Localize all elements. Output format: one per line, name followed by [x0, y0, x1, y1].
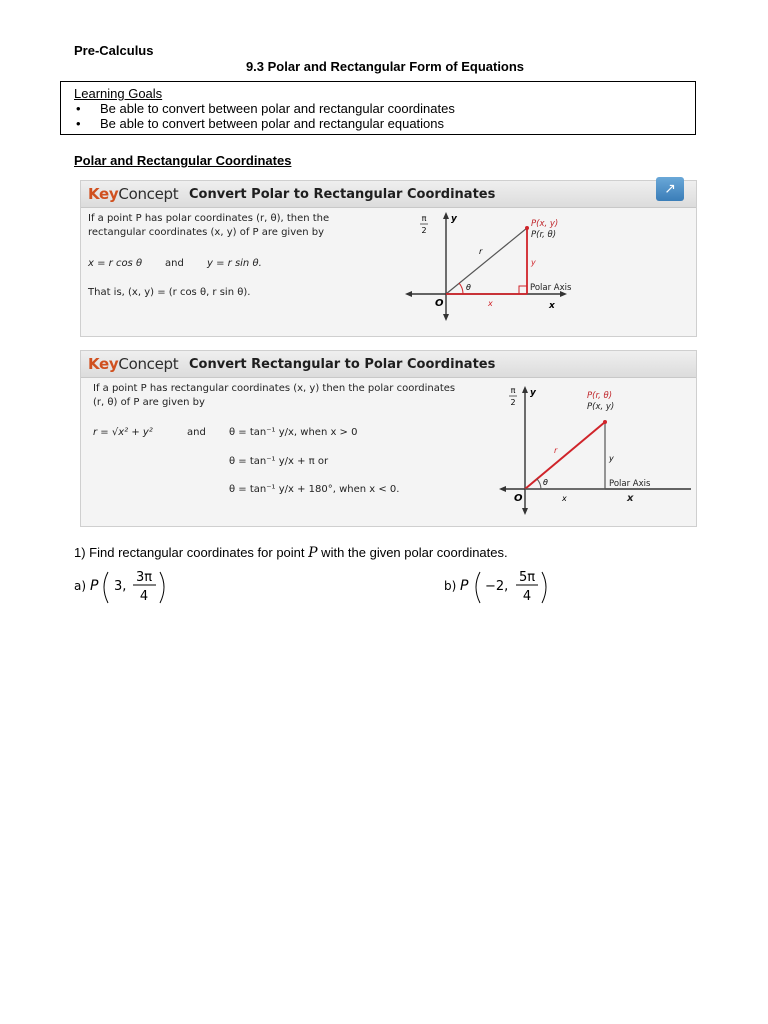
learning-goal-item: • Be able to convert between polar and rectangular coordinates: [74, 101, 695, 116]
radius-line: [525, 422, 605, 489]
learning-goal-item: • Be able to convert between polar and rectangular equations: [74, 116, 695, 131]
equation-theta-1: θ = tan⁻¹ y/x, when x > 0: [229, 427, 358, 438]
svg-text:4: 4: [522, 589, 532, 604]
learning-goals-box: [60, 81, 696, 135]
point-rect-label: P(x, y): [587, 402, 615, 412]
polar-axis-label: Polar Axis: [530, 283, 572, 293]
equation-x: x = r cos θ: [88, 258, 143, 269]
svg-text:P: P: [460, 578, 469, 594]
polar-coord-a: [74, 567, 184, 611]
two-label: 2: [421, 226, 427, 235]
point-polar-label: P(r, θ): [587, 391, 613, 401]
key-concept-brand: KeyConcept: [88, 355, 179, 373]
svg-text:−2,: −2,: [485, 579, 509, 594]
theta-label: θ: [543, 478, 548, 487]
section-title: Polar and Rectangular Coordinates: [74, 153, 292, 168]
key-concept-rect-to-polar: [80, 350, 697, 527]
equation-theta-3: θ = tan⁻¹ y/x + 180°, when x < 0.: [229, 484, 400, 495]
svg-text:3,: 3,: [114, 579, 127, 594]
origin-label: O: [514, 493, 523, 504]
pi-label: π: [421, 214, 427, 223]
equation-y: y = r sin θ.: [207, 258, 262, 269]
x-axis-label: x: [549, 301, 555, 311]
svg-text:P: P: [90, 578, 99, 594]
y-axis-label: y: [451, 214, 457, 224]
point-polar-label: P(r, θ): [531, 230, 557, 240]
equation-and: and: [165, 258, 184, 269]
polar-coord-b: [444, 567, 564, 611]
equation-summary: That is, (x, y) = (r cos θ, r sin θ).: [88, 287, 251, 298]
pi-label: π: [510, 386, 516, 395]
key-concept-header: [81, 181, 696, 208]
svg-text:b): b): [444, 579, 457, 593]
key-concept-intro: If a point P has polar coordinates (r, θ), then the rectangular coordinates (x, y) of P are given by: [88, 213, 330, 238]
key-concept-header: [81, 351, 696, 378]
key-concept-title: Convert Rectangular to Polar Coordinates: [189, 357, 496, 372]
course-name: Pre-Calculus: [74, 43, 154, 58]
x-axis-label: x: [627, 493, 634, 504]
polar-axis-label: Polar Axis: [609, 479, 651, 489]
svg-text:a): a): [74, 579, 87, 593]
svg-text:4: 4: [139, 589, 149, 604]
key-concept-intro: If a point P has rectangular coordinates (x, y) then the polar coordinates (r, θ) of P are given by: [93, 383, 456, 408]
key-concept-title: Convert Polar to Rectangular Coordinates: [189, 187, 496, 202]
key-concept-brand: KeyConcept: [88, 185, 179, 203]
svg-text:5π: 5π: [518, 570, 536, 585]
side-x-label: x: [562, 494, 567, 503]
r-label: r: [554, 446, 558, 455]
point-rect-label: P(x, y): [531, 219, 559, 229]
learning-goals-heading: Learning Goals: [74, 86, 163, 101]
side-x-label: x: [488, 299, 493, 308]
resource-badge-icon: ↗: [656, 177, 684, 201]
side-y-label: y: [531, 258, 536, 267]
two-label: 2: [510, 398, 516, 407]
equation-r: r = √x² + y²: [93, 427, 153, 438]
origin-label: O: [435, 298, 444, 309]
side-y-label: y: [609, 454, 614, 463]
equation-and: and: [187, 427, 206, 438]
y-axis-label: y: [530, 388, 536, 398]
theta-label: θ: [466, 283, 471, 292]
radius-line: [446, 228, 527, 294]
page-title: 9.3 Polar and Rectangular Form of Equations: [245, 59, 525, 74]
key-concept-polar-to-rect: [80, 180, 697, 337]
rect-to-polar-diagram: [491, 385, 691, 515]
equation-theta-2: θ = tan⁻¹ y/x + π or: [229, 456, 329, 467]
r-label: r: [479, 247, 483, 256]
question-text: 1) Find rectangular coordinates for point P with the given polar coordinates.: [74, 545, 508, 561]
svg-text:3π: 3π: [135, 570, 153, 585]
polar-to-rect-diagram: [391, 209, 591, 321]
